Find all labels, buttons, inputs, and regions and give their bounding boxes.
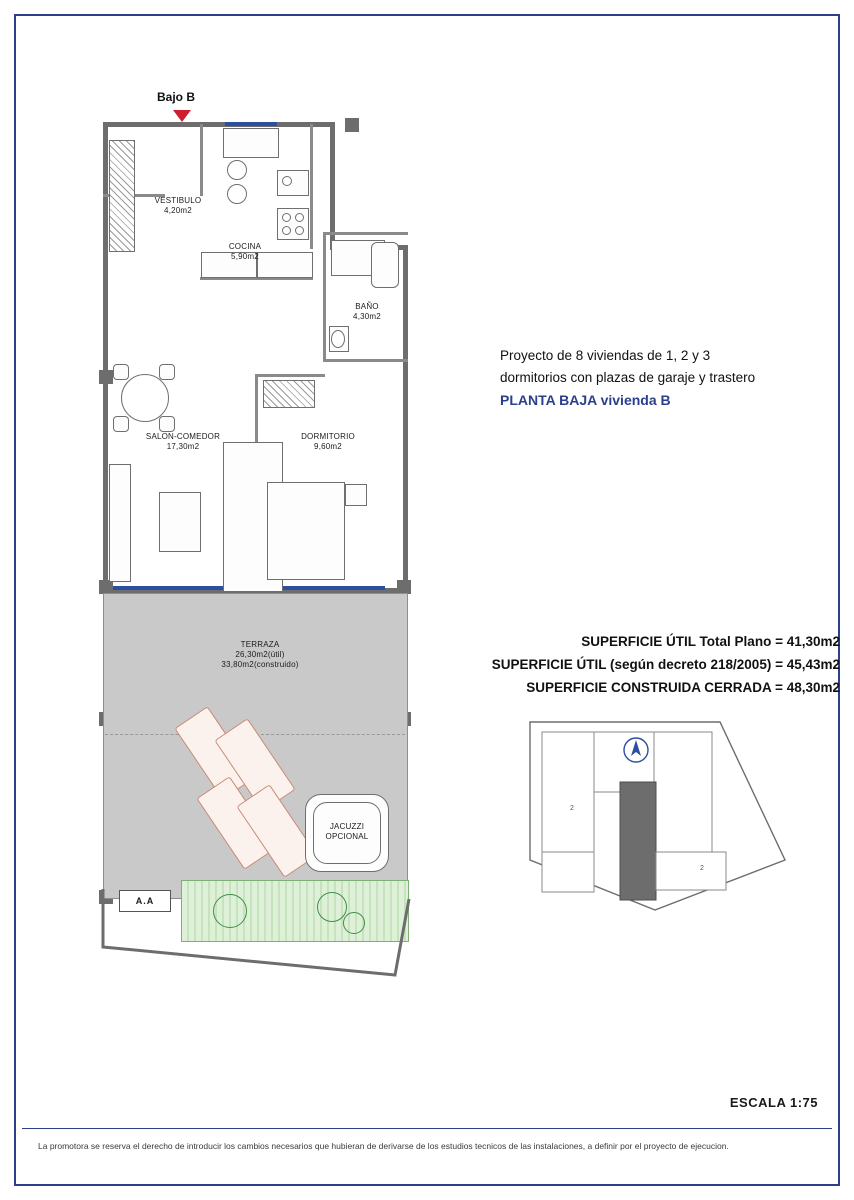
room-label-terraza <box>195 640 325 670</box>
wall-bath-bottom <box>323 359 408 362</box>
window-living <box>109 586 231 590</box>
disclaimer-text: La promotora se reserva el derecho de introducir los cambios necesarios que hubieran de derivarse de los estudios tecnicos de las instalaciones, a definir por el proyecto de ejecucion. <box>38 1141 729 1151</box>
room-label-vestibulo <box>123 196 233 216</box>
surface-line-3: SUPERFICIE CONSTRUIDA CERRADA = 48,30m2 <box>526 680 840 695</box>
dining-chair-3 <box>113 416 129 432</box>
room-area2-terraza: 33,80m2(construido) <box>221 660 299 669</box>
room-name-dormitorio: DORMITORIO <box>301 432 355 441</box>
wall-bath-top <box>323 232 408 235</box>
room-label-bano <box>327 302 407 322</box>
room-name-terraza: TERRAZA <box>240 640 280 649</box>
svg-text:2: 2 <box>700 865 704 872</box>
nightstand <box>345 484 367 506</box>
room-area-dormitorio: 9,60m2 <box>314 442 342 451</box>
bathtub <box>371 242 399 288</box>
scale-label: ESCALA 1:75 <box>729 1095 818 1110</box>
sofa-left <box>109 464 131 582</box>
kitchen-counter-top <box>223 128 279 158</box>
room-label-dormitorio <box>273 432 383 452</box>
surface-summary <box>455 630 840 699</box>
surface-line-1: SUPERFICIE ÚTIL Total Plano = 41,30m2 <box>581 634 840 649</box>
kitchen-hob <box>277 208 309 240</box>
window-kitchen <box>225 122 277 126</box>
floor-plan <box>95 90 435 972</box>
room-area-cocina: 5,90m2 <box>231 252 259 261</box>
room-area-vestibulo: 4,20m2 <box>164 206 192 215</box>
room-name-vestibulo: VESTIBULO <box>154 196 202 205</box>
wall-bedroom-top <box>255 374 325 377</box>
pillar-left-1 <box>99 370 113 384</box>
dining-chair-1 <box>113 364 129 380</box>
aa-box: A.A <box>119 890 171 912</box>
project-description <box>500 345 830 411</box>
dining-chair-2 <box>159 364 175 380</box>
dining-chair-4 <box>159 416 175 432</box>
wall-left <box>103 122 108 592</box>
wall-top <box>103 122 335 127</box>
wall-kitchen-right <box>310 124 313 249</box>
key-plan-drawing <box>520 710 795 915</box>
room-area-terraza: 26,30m2(útil) <box>235 650 285 659</box>
project-line-3: PLANTA BAJA vivienda B <box>500 392 671 408</box>
plot-outline <box>95 887 435 997</box>
jacuzzi-label-1: JACUZZI <box>329 822 365 831</box>
pillar-right-1 <box>397 580 411 594</box>
toilet-bowl <box>331 330 345 348</box>
hob-burner-1 <box>282 213 291 222</box>
pillar-left-2 <box>99 580 113 594</box>
room-label-salon <box>113 432 253 452</box>
room-area-bano: 4,30m2 <box>353 312 381 321</box>
wall-bath-left <box>323 232 326 362</box>
unit-marker-icon <box>173 110 191 122</box>
closet-bedroom <box>263 380 315 408</box>
jacuzzi-label-2: OPCIONAL <box>325 832 369 841</box>
svg-text:2: 2 <box>570 805 574 812</box>
bed <box>267 482 345 580</box>
project-line-2: dormitorios con plazas de garaje y trastero <box>500 370 756 385</box>
surface-line-2: SUPERFICIE ÚTIL (según decreto 218/2005) = 45,43m2 <box>491 657 840 672</box>
pillar-top-1 <box>345 118 359 132</box>
sink-bowl <box>282 176 292 186</box>
room-name-salon: SALON-COMEDOR <box>145 432 221 441</box>
room-name-cocina: COCINA <box>228 242 262 251</box>
wall-right-upper <box>330 122 335 250</box>
project-line-1: Proyecto de 8 viviendas de 1, 2 y 3 <box>500 348 711 363</box>
dining-table <box>121 374 169 422</box>
hob-burner-4 <box>295 226 304 235</box>
wall-right <box>403 245 408 593</box>
hob-burner-2 <box>295 213 304 222</box>
window-bedroom <box>265 586 385 590</box>
room-area-salon: 17,30m2 <box>166 442 200 451</box>
wall-kitchen-left <box>200 124 203 196</box>
stool-1 <box>227 160 247 180</box>
coffee-table <box>159 492 201 552</box>
footer-divider <box>22 1128 832 1129</box>
room-label-cocina <box>190 242 300 262</box>
unit-title: Bajo B <box>157 90 196 104</box>
room-name-bano: BAÑO <box>355 302 379 311</box>
key-plan <box>520 710 795 915</box>
hob-burner-3 <box>282 226 291 235</box>
